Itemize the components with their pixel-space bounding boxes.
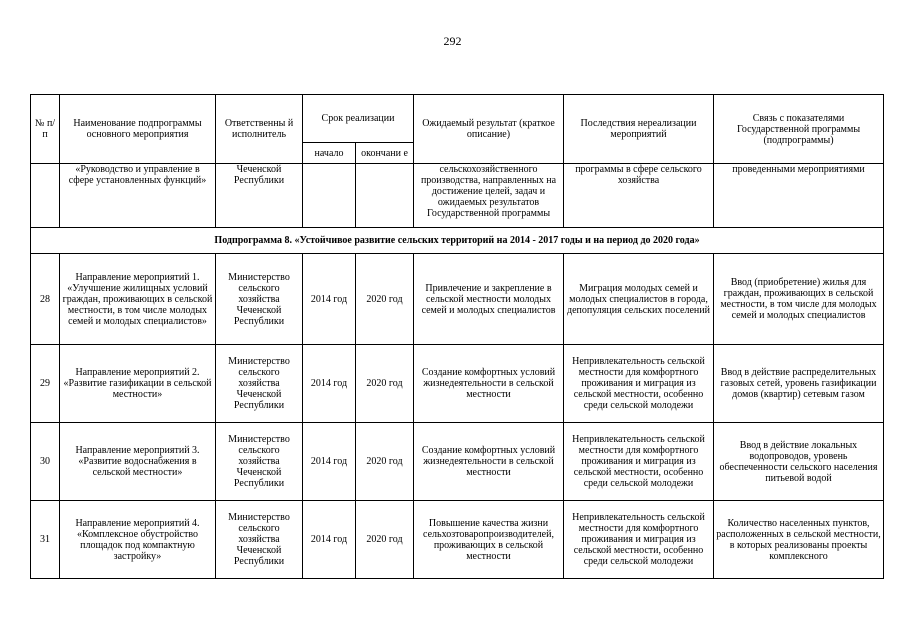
header-row xyxy=(31,95,884,143)
cell-responsible: Чеченской Республики xyxy=(216,164,303,228)
row-num: 31 xyxy=(31,501,60,579)
row-link: Количество населенных пунктов, расположенных в сельской местности, в которых реализованы проекты комплексного xyxy=(714,501,884,579)
cell-link: проведенными мероприятиями xyxy=(714,164,884,228)
header-num: № п/п xyxy=(31,95,60,164)
row-start: 2014 год xyxy=(303,423,356,501)
row-start: 2014 год xyxy=(303,254,356,345)
row-end: 2020 год xyxy=(356,423,414,501)
row-expected: Создание комфортных условий жизнедеятельности в сельской местности xyxy=(414,423,564,501)
row-responsible: Министерство сельского хозяйства Чеченской Республики xyxy=(216,345,303,423)
row-end: 2020 год xyxy=(356,254,414,345)
row-name: Направление мероприятий 3. «Развитие водоснабжения в сельской местности» xyxy=(60,423,216,501)
section-title: Подпрограмма 8. «Устойчивое развитие сельских территорий на 2014 - 2017 годы и на период до 2020 года» xyxy=(31,228,884,254)
header-responsible: Ответственны й исполнитель xyxy=(216,95,303,164)
page-number: 292 xyxy=(443,34,462,48)
row-consequences: Непривлекательность сельской местности для комфортного проживания и миграция из сельской местности, особенно среди сельской молодежи xyxy=(564,423,714,501)
table-row xyxy=(31,254,884,345)
cell-expected: сельскохозяйственного производства, направленных на достижение целей, задач и ожидаемых результатов Государственной программы xyxy=(414,164,564,228)
row-end: 2020 год xyxy=(356,345,414,423)
row-start: 2014 год xyxy=(303,345,356,423)
table-row xyxy=(31,423,884,501)
row-name: Направление мероприятий 1. «Улучшение жилищных условий граждан, проживающих в сельской местности, в том числе молодых семей и молодых специалистов» xyxy=(60,254,216,345)
table-row xyxy=(31,501,884,579)
row-num: 30 xyxy=(31,423,60,501)
row-consequences: Миграция молодых семей и молодых специалистов в города, депопуляция сельских поселений xyxy=(564,254,714,345)
row-consequences: Непривлекательность сельской местности для комфортного проживания и миграция из сельской местности, особенно среди сельской молодежи xyxy=(564,501,714,579)
row-responsible: Министерство сельского хозяйства Чеченской Республики xyxy=(216,501,303,579)
row-end: 2020 год xyxy=(356,501,414,579)
row-expected: Повышение качества жизни сельхозтоваропроизводителей, проживающих в сельской местности xyxy=(414,501,564,579)
header-name: Наименование подпрограммы основного мероприятия xyxy=(60,95,216,164)
row-link: Ввод (приобретение) жилья для граждан, проживающих в сельской местности, в том числе для молодых семей и молодых специалистов xyxy=(714,254,884,345)
row-num: 28 xyxy=(31,254,60,345)
cell-start xyxy=(303,164,356,228)
header-start: начало xyxy=(303,143,356,164)
cell-end xyxy=(356,164,414,228)
row-start: 2014 год xyxy=(303,501,356,579)
header-consequences: Последствия нереализации мероприятий xyxy=(564,95,714,164)
row-expected: Привлечение и закрепление в сельской местности молодых семей и молодых специалистов xyxy=(414,254,564,345)
cell-num xyxy=(31,164,60,228)
row-responsible: Министерство сельского хозяйства Чеченской Республики xyxy=(216,423,303,501)
row-num: 29 xyxy=(31,345,60,423)
row-link: Ввод в действие локальных водопроводов, уровень обеспеченности сельского населения питьевой водой xyxy=(714,423,884,501)
cell-consequences: программы в сфере сельского хозяйства xyxy=(564,164,714,228)
header-term: Срок реализации xyxy=(303,95,414,143)
header-end: окончани е xyxy=(356,143,414,164)
row-name: Направление мероприятий 4. «Комплексное обустройство площадок под компактную застройку» xyxy=(60,501,216,579)
table-row xyxy=(31,345,884,423)
row-expected: Создание комфортных условий жизнедеятельности в сельской местности xyxy=(414,345,564,423)
header-link: Связь с показателями Государственной программы (подпрограммы) xyxy=(714,95,884,164)
header-expected: Ожидаемый результат (краткое описание) xyxy=(414,95,564,164)
cell-name: «Руководство и управление в сфере установленных функций» xyxy=(60,164,216,228)
program-table xyxy=(30,94,884,579)
continuation-row xyxy=(31,164,884,228)
row-consequences: Непривлекательность сельской местности для комфортного проживания и миграция из сельской местности, особенно среди сельской молодежи xyxy=(564,345,714,423)
row-name: Направление мероприятий 2. «Развитие газификации в сельской местности» xyxy=(60,345,216,423)
row-responsible: Министерство сельского хозяйства Чеченской Республики xyxy=(216,254,303,345)
row-link: Ввод в действие распределительных газовых сетей, уровень газификации домов (квартир) сетевым газом xyxy=(714,345,884,423)
section-row xyxy=(31,228,884,254)
